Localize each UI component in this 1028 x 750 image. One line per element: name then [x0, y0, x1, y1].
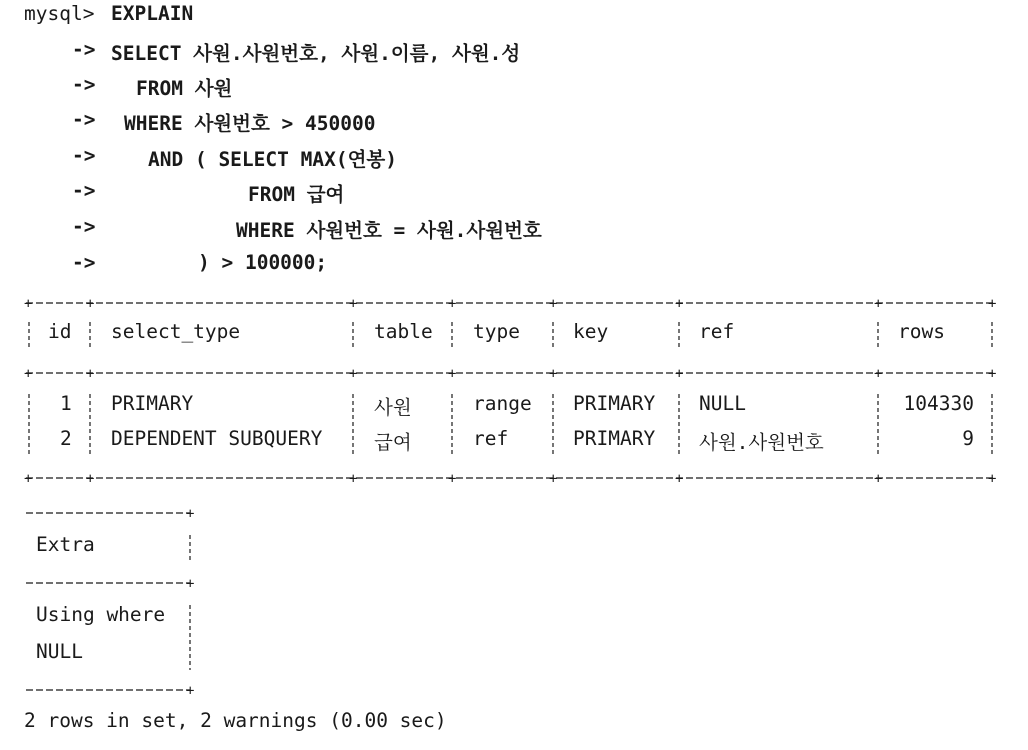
query-line: AND ( SELECT MAX(연봉) [148, 148, 397, 171]
query-line: FROM 사원 [136, 77, 233, 100]
column-header: select_type [111, 320, 241, 343]
svg-text:+: + [186, 576, 195, 592]
cell-rows: 9 [962, 427, 974, 450]
svg-text:+: + [675, 366, 684, 382]
result-status: 2 rows in set, 2 warnings (0.00 sec) [24, 709, 447, 732]
column-header: key [573, 320, 609, 343]
svg-text:+: + [24, 296, 33, 312]
svg-text:+: + [349, 471, 358, 487]
svg-text:+: + [988, 366, 997, 382]
column-header: ref [699, 320, 735, 343]
column-header: rows [898, 320, 945, 343]
svg-text:+: + [86, 366, 95, 382]
column-header: table [374, 320, 433, 343]
svg-text:+: + [874, 471, 883, 487]
cell-type: range [473, 392, 532, 415]
cell-ref: 사원.사원번호 [699, 431, 824, 454]
continuation-arrow: -> [72, 108, 96, 131]
query-line: SELECT 사원.사원번호, 사원.이름, 사원.성 [111, 42, 521, 65]
cell-rows: 104330 [903, 392, 974, 415]
svg-text:+: + [186, 683, 195, 699]
continuation-arrow: -> [72, 251, 96, 274]
continuation-arrow: -> [72, 179, 96, 202]
svg-text:+: + [549, 366, 558, 382]
svg-text:+: + [448, 366, 457, 382]
cell-key: PRIMARY [573, 427, 656, 450]
svg-text:+: + [349, 366, 358, 382]
svg-text:+: + [549, 471, 558, 487]
svg-text:+: + [24, 471, 33, 487]
svg-text:+: + [349, 296, 358, 312]
continuation-arrow: -> [72, 144, 96, 167]
svg-text:+: + [874, 296, 883, 312]
query-line: FROM 급여 [248, 183, 345, 206]
cell-id: 1 [60, 392, 72, 415]
query-line: WHERE 사원번호 = 사원.사원번호 [236, 219, 542, 242]
continuation-arrow: -> [72, 215, 96, 238]
continuation-arrow: -> [72, 73, 96, 96]
svg-text:+: + [675, 471, 684, 487]
svg-text:+: + [86, 471, 95, 487]
svg-text:+: + [874, 366, 883, 382]
svg-text:+: + [549, 296, 558, 312]
column-header: id [48, 320, 72, 343]
cell-table: 사원 [374, 396, 412, 419]
query-line-explain: EXPLAIN [111, 2, 194, 25]
svg-text:+: + [448, 296, 457, 312]
svg-text:+: + [988, 471, 997, 487]
cell-key: PRIMARY [573, 392, 656, 415]
cell-extra: NULL [36, 640, 83, 663]
cell-id: 2 [60, 427, 72, 450]
cell-type: ref [473, 427, 509, 450]
cell-select-type: DEPENDENT SUBQUERY [111, 427, 323, 450]
query-line: WHERE 사원번호 > 450000 [124, 112, 376, 135]
svg-text:+: + [448, 471, 457, 487]
continuation-arrow: -> [72, 38, 96, 61]
mysql-prompt: mysql> [24, 2, 95, 25]
svg-text:+: + [988, 296, 997, 312]
query-line: ) > 100000; [198, 251, 328, 274]
svg-text:+: + [86, 296, 95, 312]
column-header: type [473, 320, 520, 343]
column-header: Extra [36, 533, 95, 556]
svg-text:+: + [186, 506, 195, 522]
cell-table: 급여 [374, 431, 412, 454]
cell-extra: Using where [36, 603, 166, 626]
cell-ref: NULL [699, 392, 746, 415]
cell-select-type: PRIMARY [111, 392, 194, 415]
svg-text:+: + [675, 296, 684, 312]
svg-text:+: + [24, 366, 33, 382]
